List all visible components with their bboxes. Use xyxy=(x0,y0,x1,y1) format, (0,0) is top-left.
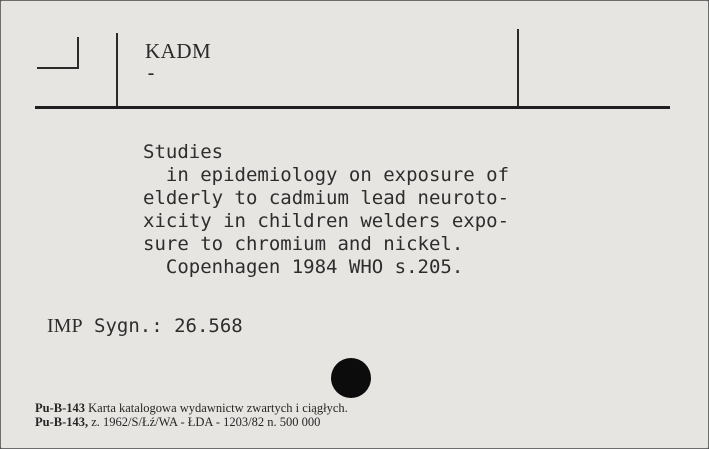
body-line: sure to chromium and nickel. xyxy=(143,233,464,255)
call-number xyxy=(47,315,243,338)
body-line: Studies xyxy=(143,141,224,163)
body-line: xicity in children welders expo- xyxy=(143,210,510,232)
heading-word: KADM xyxy=(145,39,212,63)
body-line: elderly to cadmium lead neurotо- xyxy=(143,187,510,209)
call-number-value: Sygn.: 26.568 xyxy=(82,315,243,337)
body-line: in epidemiology on exposure of xyxy=(143,164,510,186)
footer-text: z. 1962/S/Łź/WA - ŁDA - 1203/82 n. 500 000 xyxy=(88,415,321,429)
heading-dash: - xyxy=(145,61,158,85)
punch-hole xyxy=(331,358,371,398)
footer-text: Karta katalogowa wydawnictw zwartych i ciągłych. xyxy=(85,401,348,415)
body-line: Copenhagen 1984 WHO s.205. xyxy=(143,256,464,278)
card-body xyxy=(143,141,663,279)
footer-code: Pu-B-143, xyxy=(35,415,89,429)
footer-code: Pu-B-143 xyxy=(35,401,85,415)
right-divider xyxy=(517,29,519,108)
call-number-label: IMP xyxy=(47,315,83,337)
heading-rule xyxy=(35,106,670,109)
corner-mark xyxy=(37,37,79,69)
left-divider xyxy=(116,33,118,108)
card-footer xyxy=(35,401,348,429)
